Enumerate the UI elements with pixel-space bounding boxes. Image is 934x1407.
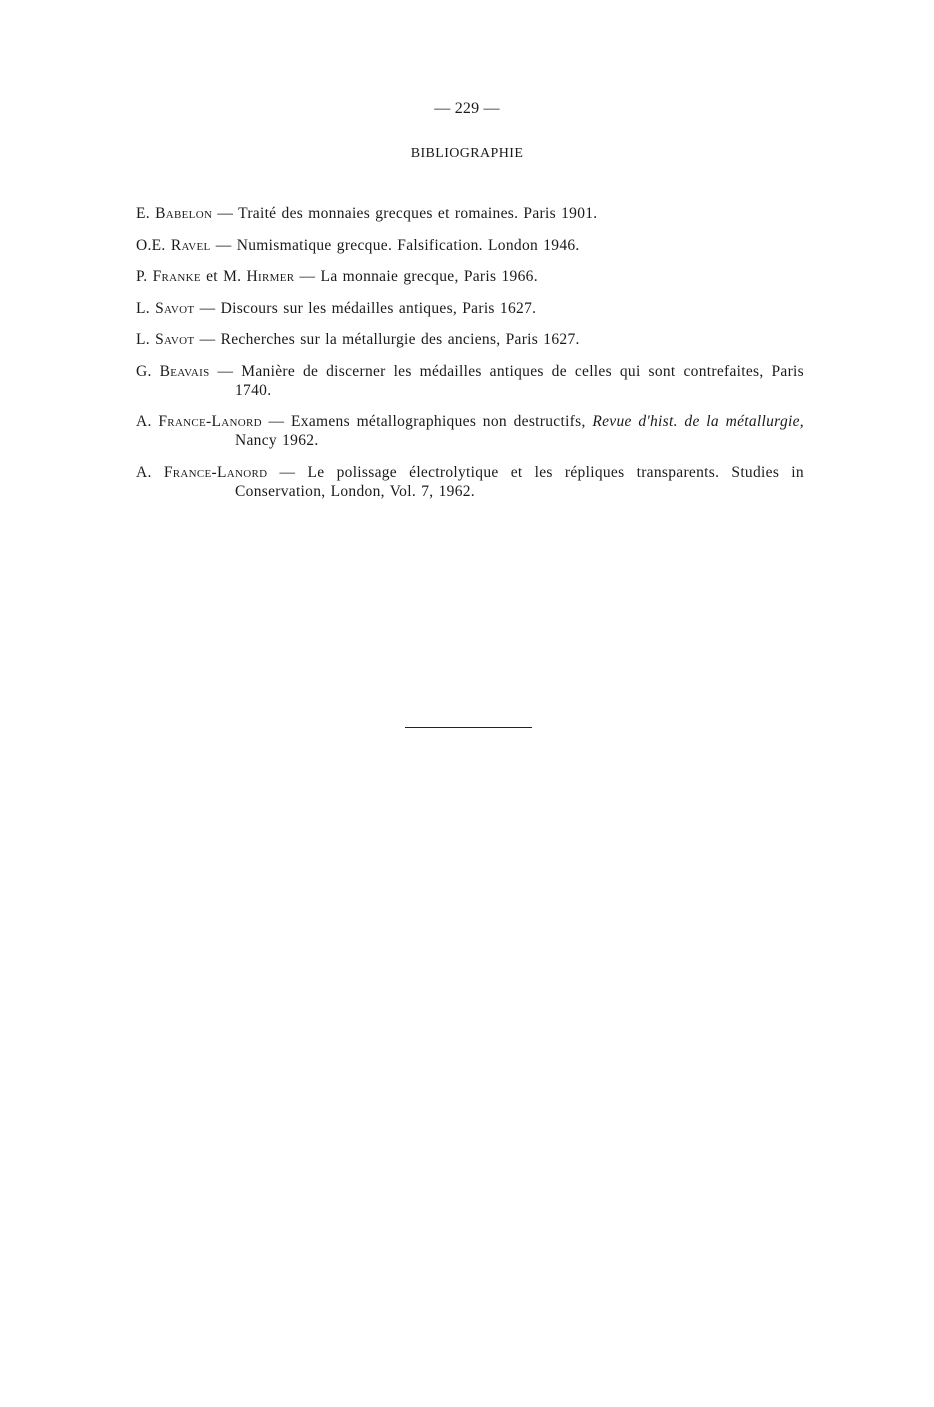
author-name: Franke <box>152 268 201 285</box>
author-initial: A. <box>136 413 152 430</box>
author-name: Hirmer <box>246 268 295 285</box>
author-name: Savot <box>155 331 195 348</box>
bibliography-heading: BIBLIOGRAPHIE <box>410 146 524 161</box>
reference-text: Recherches sur la métallurgie des anciens, Paris 1627. <box>220 331 580 348</box>
bib-entry <box>136 267 804 286</box>
author-name: France-Lanord <box>158 413 262 430</box>
separator-dash: — <box>215 236 232 254</box>
bib-entry <box>136 412 804 450</box>
separator-dash: — <box>279 463 296 481</box>
separator-dash: — <box>299 268 316 285</box>
author-name: Beavais <box>159 362 210 380</box>
reference-text: Discours sur les médailles antiques, Paris 1627. <box>220 299 537 317</box>
author-name: France-Lanord <box>163 463 268 481</box>
separator-dash: — <box>199 299 216 317</box>
reference-text: Examens métallographiques non destructifs, <box>291 413 586 430</box>
separator-dash: — <box>217 205 234 222</box>
reference-text: Manière de discerner les médailles antiques de celles qui sont contrefaites, Paris 1740. <box>235 362 804 399</box>
bib-entry <box>136 362 804 400</box>
bib-entry <box>136 236 804 255</box>
reference-text: Numismatique grecque. Falsification. London 1946. <box>236 236 580 254</box>
author-name: Ravel <box>170 236 211 254</box>
author-initial: M. <box>223 268 242 285</box>
author-initial: E. <box>136 205 150 222</box>
journal-title: Revue d'hist. de la métallurgie, <box>592 413 804 430</box>
author-initial: G. <box>136 362 152 380</box>
separator-dash: — <box>199 331 216 348</box>
reference-text: Le polissage électrolytique et les répliques transparents. Studies in Conservation, London, Vol. 7, 1962. <box>235 463 804 500</box>
page-number: — 229 — <box>434 100 500 117</box>
author-initial: P. <box>136 268 148 285</box>
author-name: Savot <box>155 299 195 317</box>
separator-dash: — <box>217 362 234 380</box>
bibliography-list <box>136 204 804 513</box>
author-initial: A. <box>136 463 152 481</box>
bib-entry <box>136 204 804 223</box>
reference-text: Traité des monnaies grecques et romaines. Paris 1901. <box>238 205 598 222</box>
author-conjunction: et <box>206 268 218 285</box>
author-name: Babelon <box>155 205 213 222</box>
author-initial: L. <box>136 299 150 317</box>
reference-text: La monnaie grecque, Paris 1966. <box>320 268 538 285</box>
bib-entry <box>136 463 804 501</box>
author-initial: O.E. <box>136 236 166 254</box>
author-initial: L. <box>136 331 150 348</box>
bib-entry <box>136 299 804 318</box>
bib-entry <box>136 330 804 349</box>
end-rule <box>405 727 532 728</box>
reference-tail: Nancy 1962. <box>235 432 319 449</box>
separator-dash: — <box>268 413 285 430</box>
